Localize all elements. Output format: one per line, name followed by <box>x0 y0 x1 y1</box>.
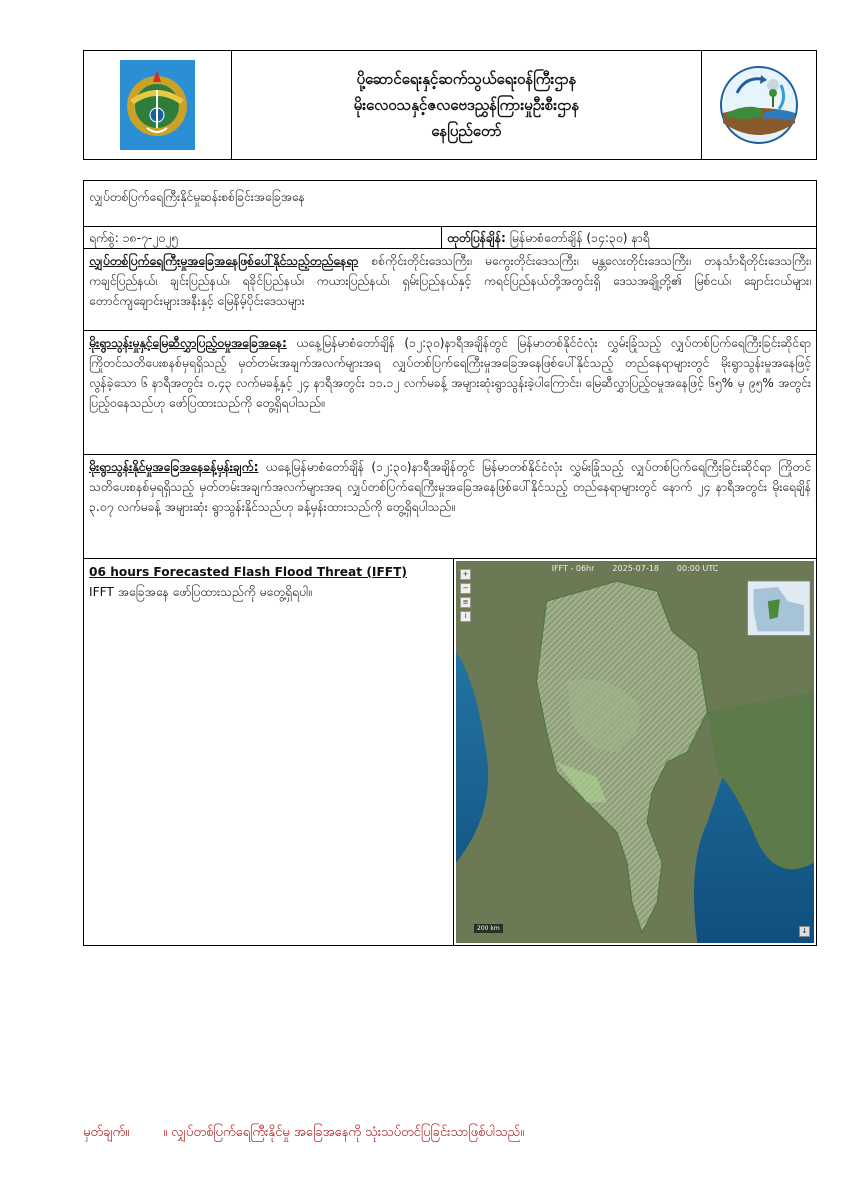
report-header <box>83 50 817 160</box>
affected-locations-heading: လျှပ်တစ်ပြက်ရေကြီးမှုအခြေအနေဖြစ်ပေါ်နိုင်သည့်တည်နေရာ <box>89 254 359 268</box>
rainfall-soil-heading: မိုးရွာသွန်းမှုနှင့်မြေဆီလွှာပြည့်ဝမှုအခြေအနေ: <box>89 336 287 350</box>
ifft-section <box>84 559 816 945</box>
map-header <box>456 564 814 573</box>
report-body-table <box>83 180 817 946</box>
report-date: ရက်စွဲ: ၁၈-၇-၂၀၂၅ <box>84 227 442 248</box>
affected-locations-section <box>84 249 816 331</box>
affected-locations-text: စစ်ကိုင်းတိုင်းဒေသကြီး၊ မကွေးတိုင်းဒေသကြီး၊ မန္တလေးတိုင်းဒေသကြီး၊ တနင်္သာရီတိုင်းဒေသကြီး၊ ကချင်ပြည်နယ်၊ ချင်းပြည်နယ်၊ ရခိုင်ပြည်နယ်၊ ကယားပြည်နယ်၊ ရှမ်းပြည်နယ်နှင့် ကရင်ပြည်နယ်တို့အတွင်းရှိ ဒေသအချို့တို့၏ မြစ်ငယ်၊ ချောင်းငယ်များ၊ တောင်ကျချောင်းများအနီးနှင့် မြေနိမ့်ပိုင်းဒေသများ <box>89 254 811 308</box>
rainfall-forecast-text: ယနေ့မြန်မာစံတော်ချိန် (၁၂:၃၀)နာရီအချိန်တွင် မြန်မာတစ်နိုင်ငံလုံး လွှမ်းခြုံသည့် လျှပ်တစ်ပြက်ရေကြီးခြင်းဆိုင်ရာ ကြိုတင်သတိပေးစနစ်မှရရှိသည့် မှတ်တမ်းအချက်အလက်များအရ လျှပ်တစ်ပြက်ရေကြီးမှုအခြေအနေဖြစ်ပေါ်နိုင်သည့် တည်နေရာများတွင် နောက် ၂၄ နာရီအတွင်း မိုးရေချိန် ၃.၀၇ လက်မခန့် အများဆုံး ရွာသွန်းနိုင်သည်ဟု ခန့်မှန်းထားသည်ကို တွေ့ရှိရပါသည်။ <box>89 460 811 514</box>
ministry-title: ပို့ဆောင်ရေးနှင့်ဆက်သွယ်ရေးဝန်ကြီးဌာန <box>356 70 577 88</box>
rainfall-forecast-section <box>84 455 816 559</box>
issue-time <box>442 227 816 248</box>
hydrology-globe-icon <box>717 63 801 147</box>
issue-time-label: ထုတ်ပြန်ချိန်: <box>447 231 506 245</box>
footnote <box>83 1124 524 1143</box>
date-row <box>84 227 816 249</box>
department-emblem-icon <box>120 60 195 150</box>
city-title: နေပြည်တော် <box>431 122 502 140</box>
department-title: မိုးလေဝသနှင့်ဇလဗေဒညွှန်ကြားမှုဦးစီးဌာန <box>353 96 580 114</box>
map-toolbar <box>460 569 471 622</box>
map-product-label: IFFT - 06hr <box>551 564 595 573</box>
map-date: 2025-07-18 <box>612 564 659 573</box>
layers-button[interactable]: ≡ <box>460 597 471 608</box>
info-button[interactable]: i <box>460 611 471 622</box>
issue-time-value: မြန်မာစံတော်ချိန် (၁၄:၃၀) နာရီ <box>505 231 650 245</box>
rainfall-soil-section <box>84 331 816 455</box>
right-logo-cell <box>701 51 816 159</box>
map-time: 00:00 UTC <box>676 564 719 573</box>
rainfall-forecast-heading: မိုးရွာသွန်းနိုင်မှုအခြေအနေခန့်မှန်းချက်: <box>89 460 259 474</box>
footnote-label: မှတ်ချက်။ <box>83 1125 130 1140</box>
ifft-map[interactable] <box>456 561 814 943</box>
status-title: လျှပ်တစ်ပြက်ရေကြီးနိုင်မှုဆန်းစစ်ခြင်းအခြေအနေ <box>84 181 816 227</box>
zoom-in-button[interactable]: + <box>460 569 471 580</box>
download-icon[interactable]: ↓ <box>799 926 810 937</box>
myanmar-map-icon <box>456 561 814 943</box>
header-title-block <box>232 51 701 159</box>
ifft-title: 06 hours Forecasted Flash Flood Threat (IFFT) <box>89 565 407 579</box>
map-scale-bar: 200 km <box>474 924 503 933</box>
ifft-map-cell <box>454 559 816 945</box>
left-logo-cell <box>84 51 232 159</box>
ifft-text-cell <box>84 559 454 945</box>
ifft-body: IFFT အခြေအနေ ဖော်ပြထားသည်ကို မတွေ့ရှိရပါ။ <box>89 585 312 599</box>
zoom-out-button[interactable]: − <box>460 583 471 594</box>
rainfall-soil-text: ယနေ့မြန်မာစံတော်ချိန် (၁၂:၃၀)နာရီအချိန်တွင် မြန်မာတစ်နိုင်ငံလုံး လွှမ်းခြုံသည့် လျှပ်တစ်ပြက်ရေကြီးခြင်းဆိုင်ရာ ကြိုတင်သတိပေးစနစ်မှရရှိသည့် မှတ်တမ်းအချက်အလက်များအရ လျှပ်တစ်ပြက်ရေကြီးမှုအခြေအနေဖြစ်ပေါ်နိုင်သည့် တည်နေရာများတွင် မိုးရွာသွန်းမှုအနေဖြင့် လွန်ခဲ့သော ၆ နာရီအတွင်း ၀.၄၃ လက်မခန့်နှင့် ၂၄ နာရီအတွင်း ၁၁.၁၂ လက်မခန့် အများဆုံးရွာသွန်းခဲ့ပါကြောင်း၊ မြေဆီလွှာပြည့်ဝမှုအနေဖြင့် ၆၅% မှ ၉၅% အတွင်း ပြည့်ဝနေသည်ဟု ဖော်ပြထားသည်ကို တွေ့ရှိရပါသည်။ <box>89 336 811 410</box>
footnote-text: ။ လျှပ်တစ်ပြက်ရေကြီးနိုင်မှု အခြေအနေကို သုံးသပ်တင်ပြခြင်းသာဖြစ်ပါသည်။ <box>163 1125 525 1140</box>
